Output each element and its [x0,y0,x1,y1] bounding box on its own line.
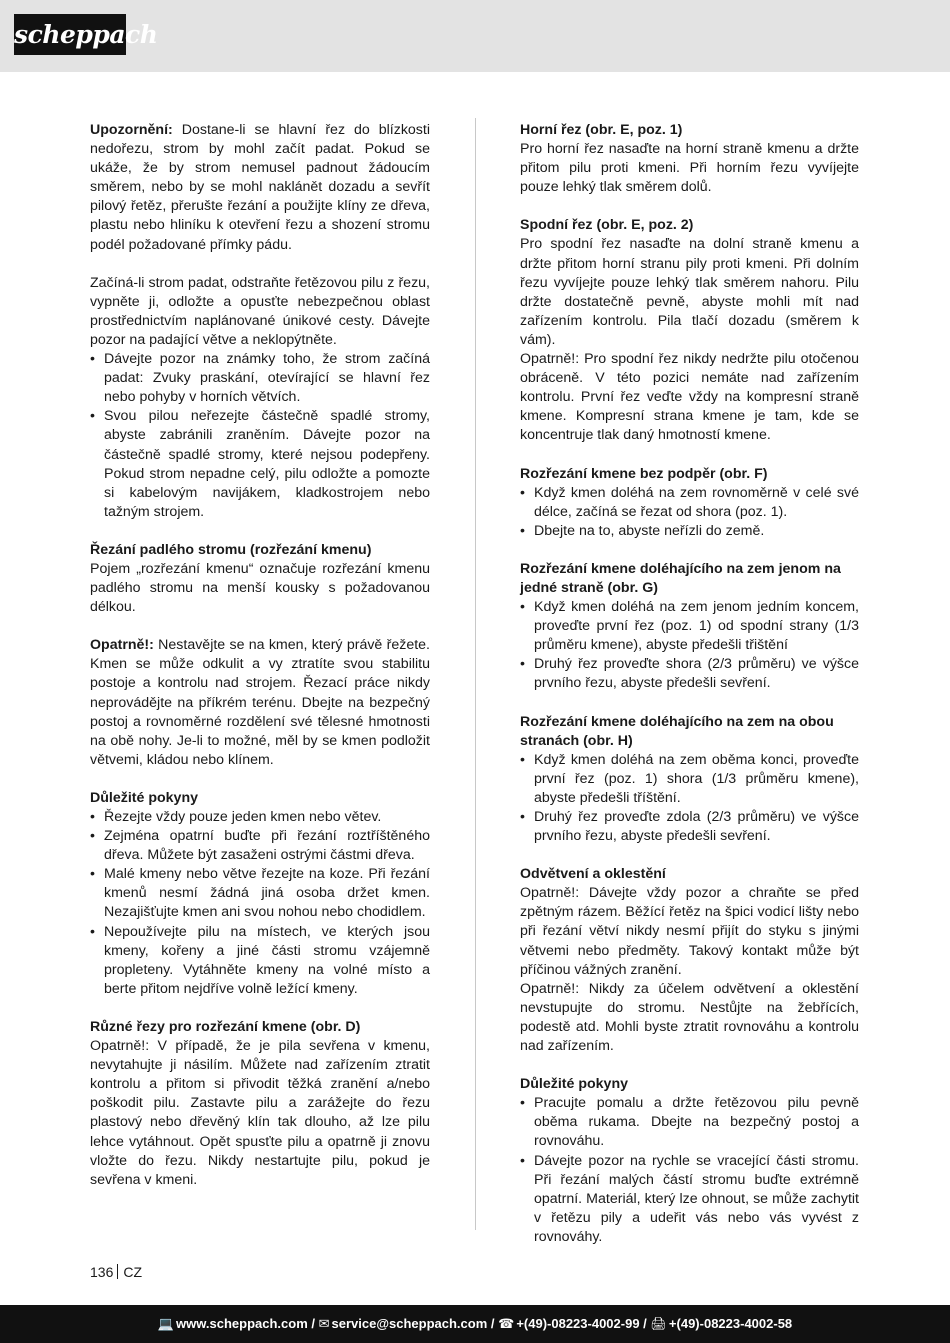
list-item: • Malé kmeny nebo větve řezejte na koze. Při řezání kmenů nesmí žádná jiná osoba držet kmen. Nezajišťujte kmen ani svou nohou nebo chodidlem. [90,866,430,921]
header-bar [0,0,950,72]
section-heading: Odvětvení a oklestění [520,866,666,883]
fax-number: +(49)-08223-4002-58 [668,1316,793,1331]
section-paragraph: Pro horní řez nasaďte na horní straně kmenu a držte přitom pilu proti kmeni. Při horním řezu vyvíjejte pouze lehký tlak směrem dolů. [520,141,859,196]
section-heading: Řezání padlého stromu (rozřezání kmenu) [90,541,372,558]
column-divider [475,118,476,1230]
list-item: • Dávejte pozor na rychle se vracející části stromu. Při řezání malých částí stromu buďte extrémně opatrní. Materiál, který lze ohnout, se může zachytit v řetězu pily a udeřit vás nebo vás vyvést z rovnováhy. [520,1152,859,1245]
bullet-list [520,751,859,846]
page-footer [90,1264,142,1280]
contact-bar: 💻 www.scheppach.com / ✉ service@scheppach.com / ☎ +(49)-08223-4002-99 / 🖨 +(49)-08223-4002-58 [0,1305,950,1343]
email-link[interactable]: service@scheppach.com [331,1316,488,1331]
website-link[interactable]: www.scheppach.com [176,1316,308,1331]
mail-icon: ✉ [318,1316,330,1331]
falling-tree-list [90,350,430,522]
list-item: • Dbejte na to, abyste neřízli do země. [520,522,765,539]
bullet-list [520,1094,859,1247]
section-paragraph: Opatrně!: V případě, že je pila sevřena v kmenu, nevytahujte ji násilím. Můžete nad zařízením ztratit kontrolu a přitom si přivodit těžká zranění a/nebo poškodit pilu. Zastavte pilu a zarážejte do řezu plastový nebo dřevěný klín tak dlouho, až lze pilu lehce vytáhnout. Opět spusťte pilu a opatrně ji znovu vložte do řezu. Nikdy nestartujte pilu, pokud je sevřena v kmeni. [90,1038,430,1188]
section-heading: Důležité pokyny [90,789,199,806]
section-paragraph: Opatrně!: Pro spodní řez nikdy nedržte pilu otočenou obráceně. V této pozici nemáte nad zařízením kontrolu. První řez veďte vždy na kompresní straně kmene. Kompresní strana kmene je tam, kde se koncentruje tlak daný hmotností kmene. [520,351,859,444]
list-item: • Svou pilou neřezejte částečně spadlé stromy, abyste zabránili zraněním. Dávejte pozor na částečně spadlé stromy, které nejsou podepřeny. Pokud strom nepadne celý, pilu odložte a pomozte si kabelovým navijákem, kladkostrojem nebo tažným strojem. [90,408,430,520]
warning-label: Upozornění: [90,122,173,138]
list-item: • Druhý řez proveďte zdola (2/3 průměru) ve výšce prvního řezu, abyste předešli sevření. [520,809,859,845]
list-item: • Dávejte pozor na známky toho, že strom začíná padat: Zvuky praskání, otevírající se hlavní řez nebo pohyby v horních větvích. [90,351,430,406]
warning-paragraph: Upozornění: Dostane-li se hlavní řez do blízkosti nedořezu, strom by mohl začít padat. Pokud se ukáže, že by strom nemusel padnout žádoucím směrem, nebo by se mohl naklánět dozadu a sevřít pilový řetěz, přerušte řezání a použijte klíny ze dřeva, plastu nebo hliníku k otevření řezu a shození stromu podél požadované přímky pádu. [90,122,430,253]
phone-number: +(49)-08223-4002-99 [516,1316,640,1331]
list-item: • Druhý řez proveďte shora (2/3 průměru) ve výšce prvního řezu, abyste předešli sevření. [520,656,859,692]
section-paragraph: Opatrně!: Dávejte vždy pozor a chraňte se před zpětným rázem. Běžící řetěz na špici vodicí lišty nebo při řezání větví nikdy nesmí přijít do styku s jinými větvemi nebo předměty. Takový kontakt může být příčinou vážných zranění. [520,885,859,978]
left-column [90,121,430,1190]
phone-icon: ☎ [498,1316,515,1331]
section-heading: Horní řez (obr. E, poz. 1) [520,122,683,138]
section-paragraph: Pro spodní řez nasaďte na dolní straně kmenu a držte přitom horní stranu pily proti kmeni. Při dolním řezu vyvíjejte pouze lehký tlak směrem nahoru. Pilu držte dostatečně pevně, abyste mohli mít nad zařízením kontrolu. Pila tlačí dozadu (směrem k vám). [520,236,859,348]
list-item: • Nepoužívejte pilu na místech, ve kterých jsou kmeny, kořeny a jiné části stromu vzájemně propleteny. Vytáhněte kmeny na volné místo a berte přitom nejdříve volně ležící kmeny. [90,923,430,997]
section-heading: Různé řezy pro rozřezání kmene (obr. D) [90,1018,361,1035]
list-item: • Zejména opatrní buďte při řezání roztříštěného dřeva. Můžete být zasaženi ostrými částmi dřeva. [90,828,430,864]
section-paragraph: Opatrně!: Nikdy za účelem odvětvení a oklestění nevstupujte do stromu. Nestůjte na žebřících, podestě atd. Mohli byste ztratit rovnováhu a kontrolu nad zařízením. [520,980,859,1055]
important-notes-list [90,808,430,999]
bullet-list [520,484,859,541]
falling-tree-paragraph: Začíná-li strom padat, odstraňte řetězovou pilu z řezu, vypněte ji, odložte a opusťte nebezpečnou oblast prostřednictvím naplánované únikové cesty. Dávejte pozor na padající větve a neklopýtněte. [90,274,430,348]
page-separator [117,1264,118,1279]
section-heading: Rozřezání kmene bez podpěr (obr. F) [520,465,768,482]
section-heading: Důležité pokyny [520,1076,629,1093]
bullet-list [520,598,859,693]
scheppach-logo: scheppach [14,14,126,55]
section-heading: Spodní řez (obr. E, poz. 2) [520,217,694,234]
caution-paragraph: Opatrně!: Nestavějte se na kmen, který právě řežete. Kmen se může odkulit a vy ztratíte svou stabilitu postoje a kontrolu nad strojem. Řezací práce nikdy neprovádějte na příkrém terénu. Dbejte na bezpečný postoj a rovnoměrné rozdělení své tělesné hmotnosti na obě nohy. Je-li to možné, měl by se kmen podložit větvemi, kládou nebo klínem. [90,637,430,768]
list-item: • Když kmen doléhá na zem jenom jedním koncem, proveďte první řez (poz. 1) od spodní strany (1/3 průměru kmene), abyste předešli třištění [520,599,859,654]
computer-icon: 💻 [157,1316,175,1331]
section-heading: Rozřezání kmene doléhajícího na zem jenom na jedné straně (obr. G) [520,560,841,596]
section-paragraph: Pojem „rozřezání kmenu“ označuje rozřezání kmenu padlého stromu na menší kousky s požadovanou délkou. [90,560,430,616]
language-code: CZ [123,1264,143,1280]
list-item: • Pracujte pomalu a držte řetězovou pilu pevně oběma rukama. Dbejte na bezpečný postoj a rovnováhu. [520,1095,859,1150]
list-item: • Když kmen doléhá na zem oběma konci, proveďte první řez (poz. 1) shora (1/3 průměru kmene), abyste předešli tříštění. [520,751,859,806]
list-item: • Když kmen doléhá na zem rovnoměrně v celé své délce, začíná se řezat od shora (poz. 1). [520,484,859,520]
right-column [520,121,859,1247]
caution-label: Opatrně!: [90,637,154,654]
page-number: 136 [90,1264,114,1280]
fax-icon: 🖨 [650,1316,667,1331]
section-heading: Rozřezání kmene doléhajícího na zem na obou stranách (obr. H) [520,713,834,749]
list-item: • Řezejte vždy pouze jeden kmen nebo větev. [90,809,382,825]
